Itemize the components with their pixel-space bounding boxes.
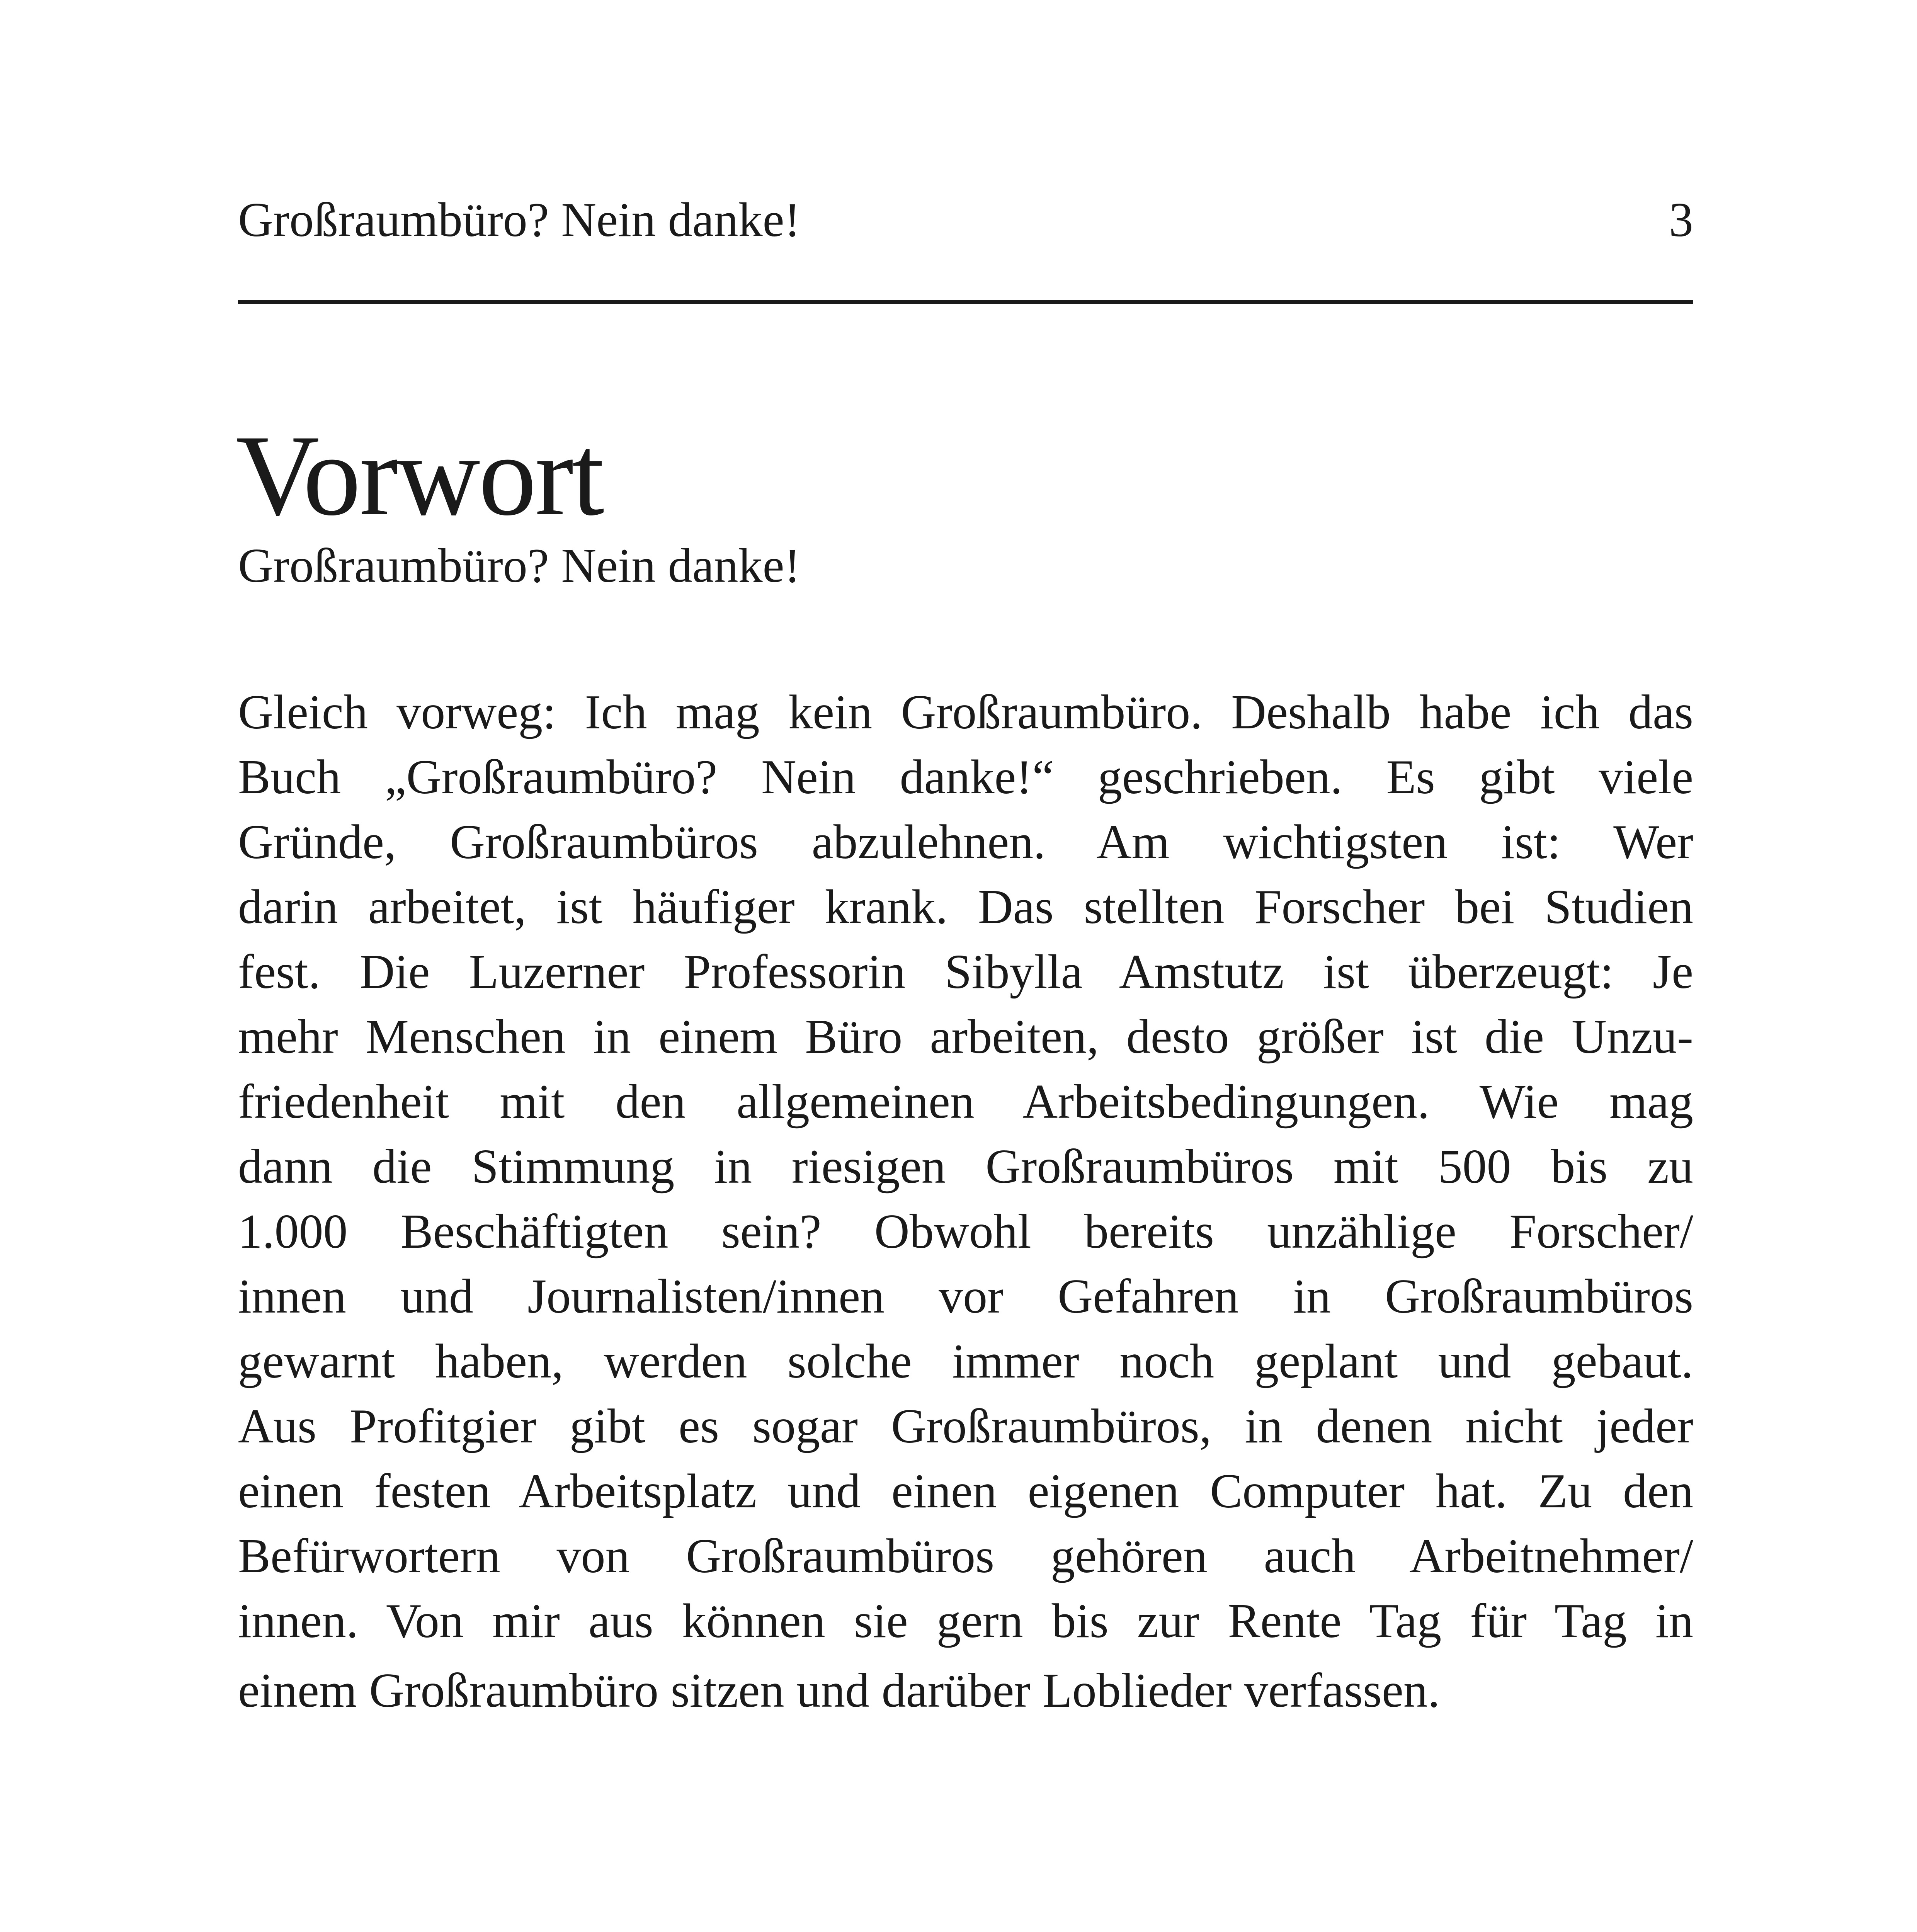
body-line: Aus Profitgier gibt es sogar Großraumbüros, in denen nicht jeder xyxy=(238,1400,1693,1453)
body-line: innen und Journalisten/innen vor Gefahren in Großraumbüros xyxy=(238,1270,1693,1323)
body-line: fest. Die Luzerner Professorin Sibylla Amstutz ist überzeugt: Je xyxy=(238,945,1693,999)
body-line: mehr Menschen in einem Büro arbeiten, desto größer ist die Unzu- xyxy=(238,1010,1693,1064)
header-divider xyxy=(238,300,1693,304)
body-line: gewarnt haben, werden solche immer noch geplant und gebaut. xyxy=(238,1335,1693,1388)
running-header xyxy=(238,182,1693,259)
body-line: einen festen Arbeitsplatz und einen eigenen Computer hat. Zu den xyxy=(238,1464,1693,1518)
body-line: dann die Stimmung in riesigen Großraumbüros mit 500 bis zu xyxy=(238,1140,1693,1194)
body-line: 1.000 Beschäftigten sein? Obwohl bereits unzählige Forscher/ xyxy=(238,1205,1693,1259)
body-line: einem Großraumbüro sitzen und darüber Loblieder verfassen. xyxy=(238,1664,1440,1718)
body-line: Gründe, Großraumbüros abzulehnen. Am wichtigsten ist: Wer xyxy=(238,815,1693,869)
body-paragraph xyxy=(238,680,1693,1723)
body-line: friedenheit mit den allgemeinen Arbeitsbedingungen. Wie mag xyxy=(238,1075,1693,1129)
body-line: darin arbeitet, ist häufiger krank. Das stellten Forscher bei Studien xyxy=(238,880,1693,934)
book-page xyxy=(238,0,1693,1932)
chapter-title: Vorwort xyxy=(236,411,603,539)
body-line: Befürwortern von Großraumbüros gehören auch Arbeitnehmer/ xyxy=(238,1529,1693,1583)
page-number: 3 xyxy=(1669,193,1693,247)
body-line: Gleich vorweg: Ich mag kein Großraumbüro. Deshalb habe ich das xyxy=(238,685,1693,739)
body-line: innen. Von mir aus können sie gern bis zur Rente Tag für Tag in xyxy=(238,1594,1693,1648)
running-title: Großraumbüro? Nein danke! xyxy=(238,193,801,247)
body-line: Buch „Großraumbüro? Nein danke!“ geschrieben. Es gibt viele xyxy=(238,750,1693,804)
chapter-subtitle: Großraumbüro? Nein danke! xyxy=(238,539,801,593)
